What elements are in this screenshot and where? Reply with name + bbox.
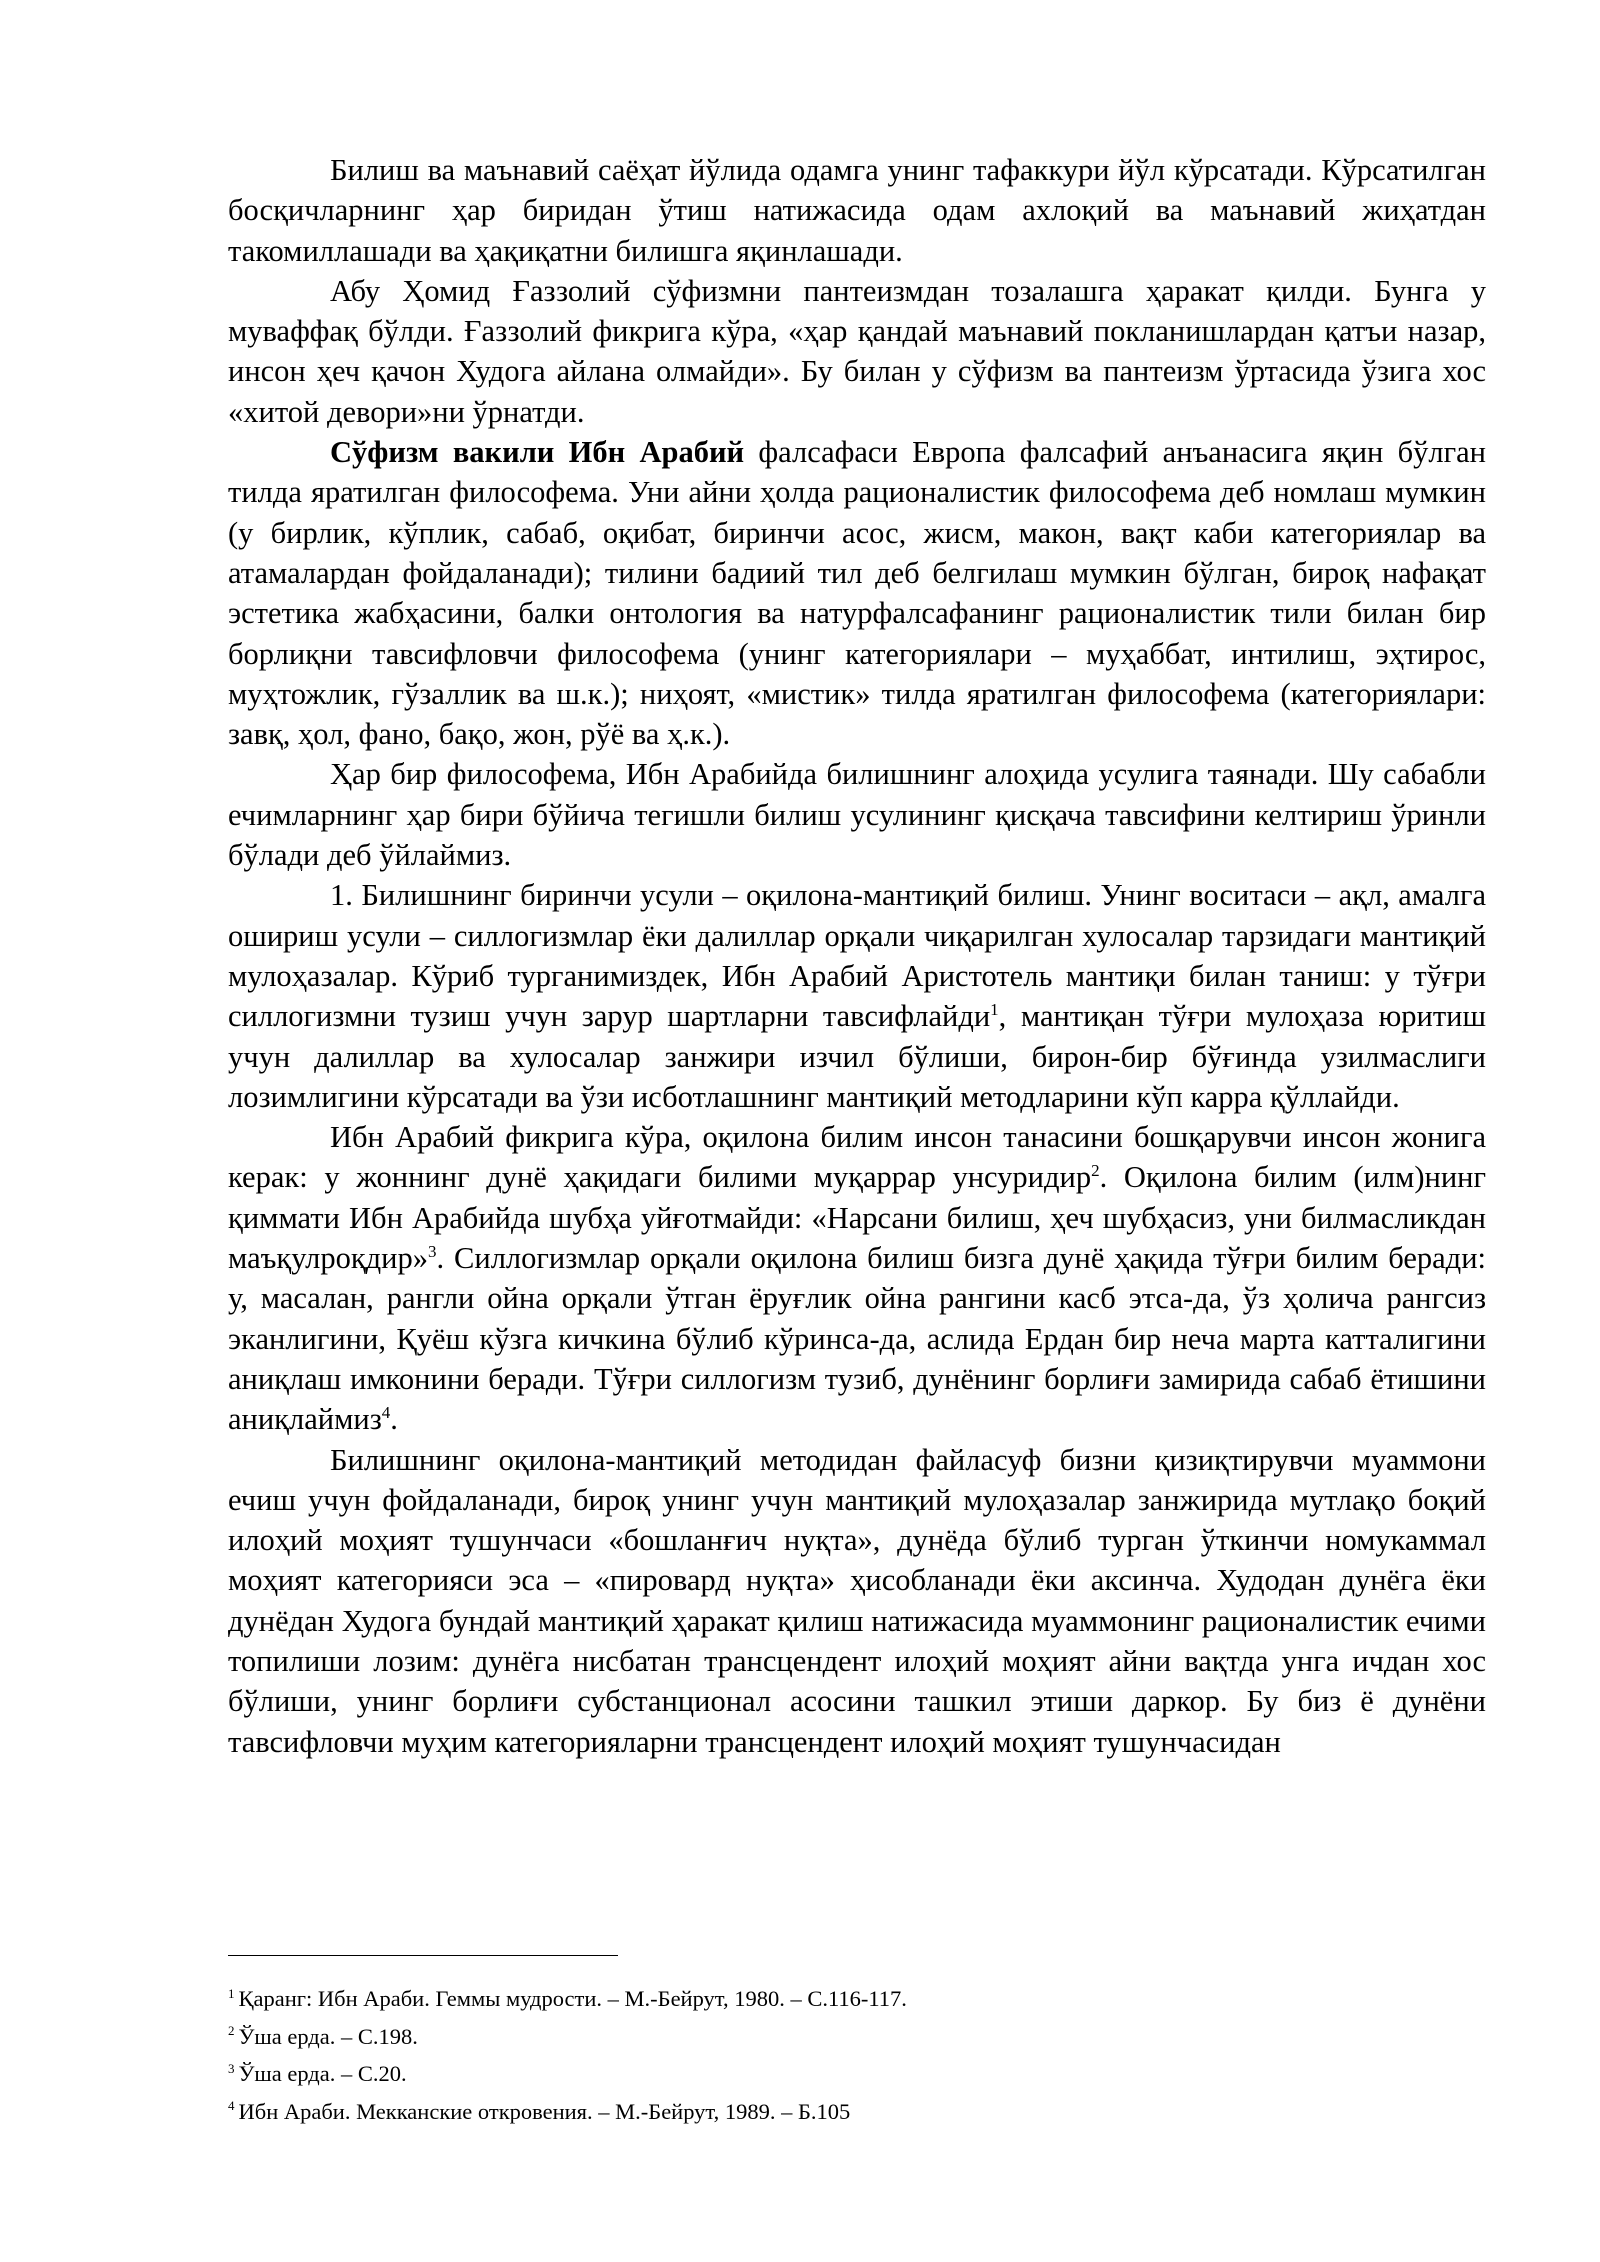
paragraph-text: . [390,1402,398,1437]
paragraph-text: . Оқилона билим (илм)нинг қиммати Ибн Арабийда шубҳа уйғотмайди: «Нарсани билиш, ҳеч шубҳасиз, уни билмасликдан маъқулроқдир» [228,1160,1486,1276]
footnote-number: 2 [228,2023,235,2038]
paragraph-5 [228,875,1486,1117]
paragraph-text: Билиш ва маънавий саёҳат йўлида одамга унинг тафаккури йўл кўрсатади. Кўрсатилган босқичларнинг ҳар биридан ўтиш натижасида одам ахлоқий ва маънавий жиҳатдан такомиллашади ва ҳақиқатни билишга яқинлашади. [228,153,1486,268]
footnote-number: 1 [228,1985,235,2001]
footnote-ref-4[interactable]: 4 [381,1403,391,1423]
footnote-text: Ўша ерда. – С.20. [238,2061,407,2086]
paragraph-6 [228,1117,1486,1439]
paragraph-text: Абу Ҳомид Ғаззолий сўфизмни пантеизмдан тозалашга ҳаракат қилди. Бунга у муваффақ бўлди. Ғаззолий фикрига кўра, «ҳар қандай маънавий покланишлардан қатъи назар, инсон ҳеч қачон Худога айлана олмайди». Бу билан у сўфизм ва пантеизм ўртасида ўзига хос «хитой девори»ни ўрнатди. [228,273,1486,429]
paragraph-1 [228,150,1486,271]
footnote-text: Қаранг: Ибн Араби. Геммы мудрости. – М.-Бейрут, 1980. – С.116-117. [238,1986,907,2011]
paragraph-text: фалсафаси Европа фалсафий анъанасига яқин бўлган тилда яратилган философема. Уни айни ҳолда рационалистик философема деб номлаш мумкин (у бирлик, кўплик, сабаб, оқибат, биринчи асос, жисм, макон, вақт каби категориялар ва атамалардан фойдаланади); тилини бадиий тил деб белгилаш мумкин бўлган, бироқ нафақат эстетика жабҳасини, балки онтология ва натурфалсафанинг рационалистик тили билан бир борлиқни тавсифловчи философема (унинг категориялари – муҳаббат, интилиш, эҳтирос, муҳтожлик, гўзаллик ва ш.к.); ниҳоят, «мистик» тилда яратилган философема (категориялари: завқ, ҳол, фано, бақо, жон, рўё ва ҳ.к.). [228,435,1486,752]
paragraph-2 [228,271,1486,432]
footnote-separator [228,1955,618,1956]
footnote-ref-2[interactable]: 2 [1091,1161,1100,1181]
footnote-ref-1[interactable]: 1 [990,1000,999,1020]
paragraph-text: . Силлогизмлар орқали оқилона билиш бизга дунё ҳақида тўғри билим беради: у, масалан, рангли ойна орқали ўтган ёруғлик ойна рангини касб этса-да, ўз ҳолича рангсиз эканлигини, Қуёш кўзга кичкина бўлиб кўринса-да, аслида Ердан бир неча марта катталигини аниқлаш имконини беради. Тўғри силлогизм тузиб, дунёнинг борлиғи замирида сабаб ётишини аниқлаймиз [228,1241,1486,1437]
paragraph-text: Ҳар бир философема, Ибн Арабийда билишнинг алоҳида усулига таянади. Шу сабабли ечимларнинг ҳар бири бўйича тегишли билиш усулининг қисқача тавсифини келтириш ўринли бўлади деб ўйлаймиз. [228,757,1486,873]
paragraph-4 [228,754,1486,875]
document-body [228,150,1486,1762]
paragraph-text: Билишнинг оқилона-мантиқий методидан файласуф бизни қизиқтирувчи муаммони ечиш учун фойдаланади, бироқ унинг учун мантиқий мулоҳазалар занжирида мутлақо боқий илоҳий моҳият тушунчаси «бошланғич нуқта», дунёда бўлиб турган ўткинчи номукаммал моҳият категорияси эса – «пировард нуқта» ҳисобланади ёки аксинча. Худодан дунёга ёки дунёдан Худога бундай мантиқий ҳаракат қилиш натижасида муаммонинг рационалистик ечими топилиши лозим: дунёга нисбатан трансцендент илоҳий моҳият айни вақтда унга ичдан хос бўлиши, унинг борлиғи субстанционал асосини ташкил этиши даркор. Бу биз ё дунёни тавсифловчи муҳим категорияларни трансцендент илоҳий моҳият тушунчасидан [228,1442,1486,1759]
footnote-text: Ўша ерда. – С.198. [238,2023,418,2049]
paragraph-text: Ибн Арабий фикрига кўра, оқилона билим инсон танасини бошқарувчи инсон жонига керак: у жоннинг дунё ҳақидаги билими муқаррар унсуридир [228,1120,1486,1195]
footnote-text: Ибн Араби. Мекканские откровения. – М.-Бейрут, 1989. – Б.105 [238,2098,851,2124]
paragraph-3 [228,432,1486,754]
footnote-ref-3[interactable]: 3 [428,1241,437,1261]
paragraph-text: 1. Билишнинг биринчи усули – оқилона-мантиқий билиш. Унинг воситаси – ақл, амалга ошириш усули – силлогизмлар ёки далиллар орқали чиқарилган хулосалар тарзидаги мантиқий мулоҳазалар. Кўриб турганимиздек, Ибн Арабий Аристотель мантиқи билан таниш: у тўғри силлогизмни тузиш учун зарур шартларни тавсифлайди [228,878,1486,1034]
footnote-2 [228,2018,1486,2056]
footnotes [228,1980,1486,2130]
footnote-3 [228,2055,1486,2093]
paragraph-7 [228,1440,1486,1762]
footnote-number: 4 [228,2098,235,2113]
paragraph-text: , мантиқан тўғри мулоҳаза юритиш учун далиллар ва хулосалар занжири изчил бўлиши, бирон-бир бўғинда узилмаслиги лозимлигини кўрсатади ва ўзи исботлашнинг мантиқий методларини кўп карра қўллайди. [228,999,1486,1114]
footnote-4 [228,2093,1486,2131]
footnote-1 [228,1980,1486,2018]
bold-lead-phrase: Сўфизм вакили Ибн Арабий [330,435,745,470]
footnote-number: 3 [228,2060,235,2076]
